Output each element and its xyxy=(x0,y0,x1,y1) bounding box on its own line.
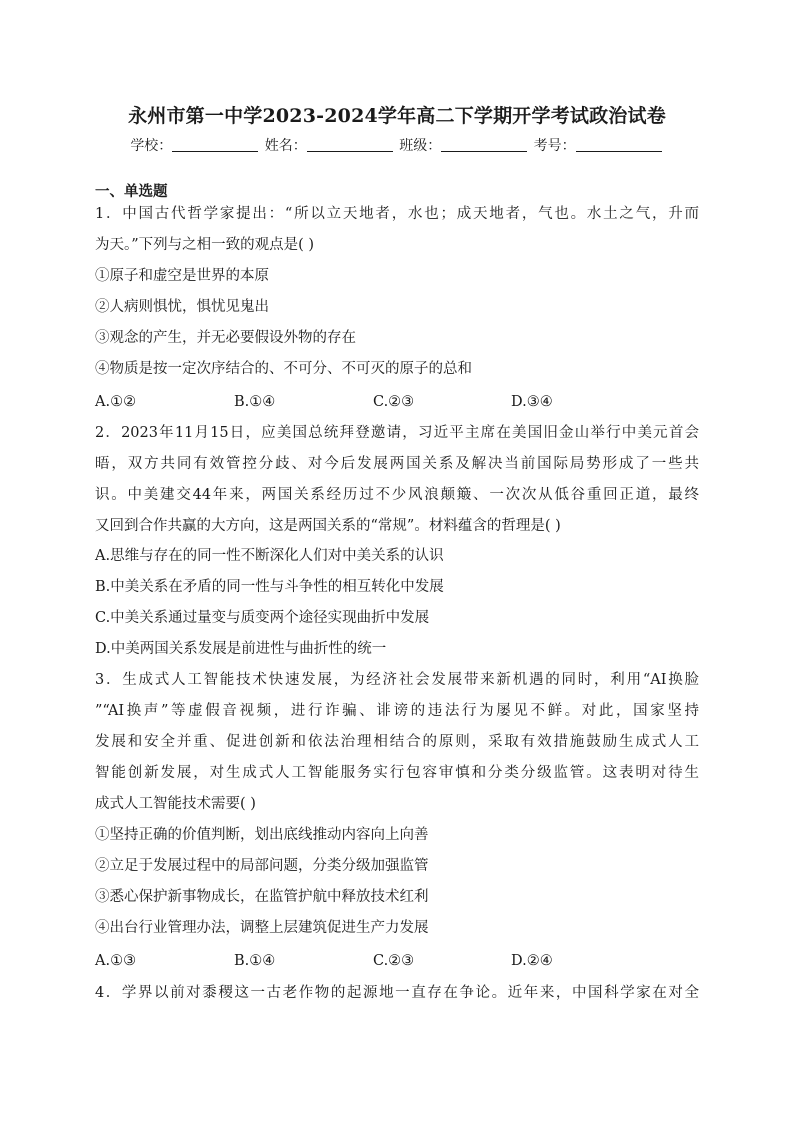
exam-title: 永州市第一中学2023-2024学年高二下学期开学考试政治试卷 xyxy=(128,105,666,127)
question-2-stem-line: 晤，双方共同有效管控分歧、对今后发展两国关系及解决当前国际局势形成了一些共 xyxy=(95,456,699,472)
question-4-stem-line: 4．学界以前对黍稷这一古老作物的起源地一直存在争论。近年来，中国科学家在对全 xyxy=(95,985,699,1001)
section-heading: 一、单选题 xyxy=(95,184,168,200)
exam-number-blank[interactable] xyxy=(576,137,662,152)
question-2-stem-line: 2．2023年11月15日，应美国总统拜登邀请，习近平主席在美国旧金山举行中美元首会 xyxy=(95,425,699,441)
question-1-statement: ②人病则惧忧，惧忧见鬼出 xyxy=(95,299,269,315)
question-1-option-c[interactable]: C.②③ xyxy=(373,394,415,410)
question-2-stem-line: 识。中美建交44年来，两国关系经历过不少风浪颠簸、一次次从低谷重回正道，最终 xyxy=(95,487,699,503)
question-3-stem-line: 3．生成式人工智能技术快速发展，为经济社会发展带来新机遇的同时，利用“AI换脸 xyxy=(95,672,699,688)
question-3-stem-line: 发展和安全并重、促进创新和依法治理相结合的原则，采取有效措施鼓励生成式人工 xyxy=(95,734,699,750)
question-2-option-b[interactable]: B.中美关系在矛盾的同一性与斗争性的相互转化中发展 xyxy=(95,579,444,595)
question-1-statement: ①原子和虚空是世界的本原 xyxy=(95,268,269,284)
question-2-option-a[interactable]: A.思维与存在的同一性不断深化人们对中美关系的认识 xyxy=(95,548,444,564)
question-1-statement: ③观念的产生，并无必要假设外物的存在 xyxy=(95,330,356,346)
question-1-option-d[interactable]: D.③④ xyxy=(511,394,553,410)
question-1-stem-line: 为天。”下列与之相一致的观点是( ) xyxy=(95,237,315,253)
question-2-stem-line: 又回到合作共赢的大方向，这是两国关系的“常规”。材料蕴含的哲理是( ) xyxy=(95,518,561,534)
question-3-option-b[interactable]: B.①④ xyxy=(234,953,276,969)
exam-number-label: 考号： xyxy=(533,138,576,154)
class-blank[interactable] xyxy=(441,137,527,152)
question-3-statement: ③悉心保护新事物成长，在监管护航中释放技术红利 xyxy=(95,889,429,905)
question-3-stem-line: 成式人工智能技术需要( ) xyxy=(95,796,256,812)
question-1-option-a[interactable]: A.①② xyxy=(95,394,137,410)
question-1-stem-line: 1．中国古代哲学家提出：“所以立天地者，水也；成天地者，气也。水土之气，升而 xyxy=(95,206,699,222)
school-blank[interactable] xyxy=(172,137,258,152)
question-3-statement: ①坚持正确的价值判断，划出底线推动内容向上向善 xyxy=(95,827,429,843)
name-label: 姓名： xyxy=(264,138,307,154)
question-3-option-a[interactable]: A.①③ xyxy=(95,953,137,969)
question-3-stem-line: 智能创新发展，对生成式人工智能服务实行包容审慎和分类分级监管。这表明对待生 xyxy=(95,765,699,781)
question-2-option-d[interactable]: D.中美两国关系发展是前进性与曲折性的统一 xyxy=(95,641,387,657)
class-label: 班级： xyxy=(399,138,442,154)
school-label: 学校： xyxy=(130,138,173,154)
question-3-option-c[interactable]: C.②③ xyxy=(373,953,415,969)
question-3-stem-line: ”“AI换声”等虚假音视频，进行诈骗、诽谤的违法行为屡见不鲜。对此，国家坚持 xyxy=(95,703,699,719)
student-info-line xyxy=(0,135,794,155)
name-blank[interactable] xyxy=(307,137,393,152)
question-2-option-c[interactable]: C.中美关系通过量变与质变两个途径实现曲折中发展 xyxy=(95,610,430,626)
question-1-option-b[interactable]: B.①④ xyxy=(234,394,276,410)
question-3-option-d[interactable]: D.②④ xyxy=(511,953,553,969)
question-3-statement: ④出台行业管理办法，调整上层建筑促进生产力发展 xyxy=(95,920,429,936)
question-3-statement: ②立足于发展过程中的局部问题，分类分级加强监管 xyxy=(95,858,429,874)
question-1-statement: ④物质是按一定次序结合的、不可分、不可灭的原子的总和 xyxy=(95,361,472,377)
